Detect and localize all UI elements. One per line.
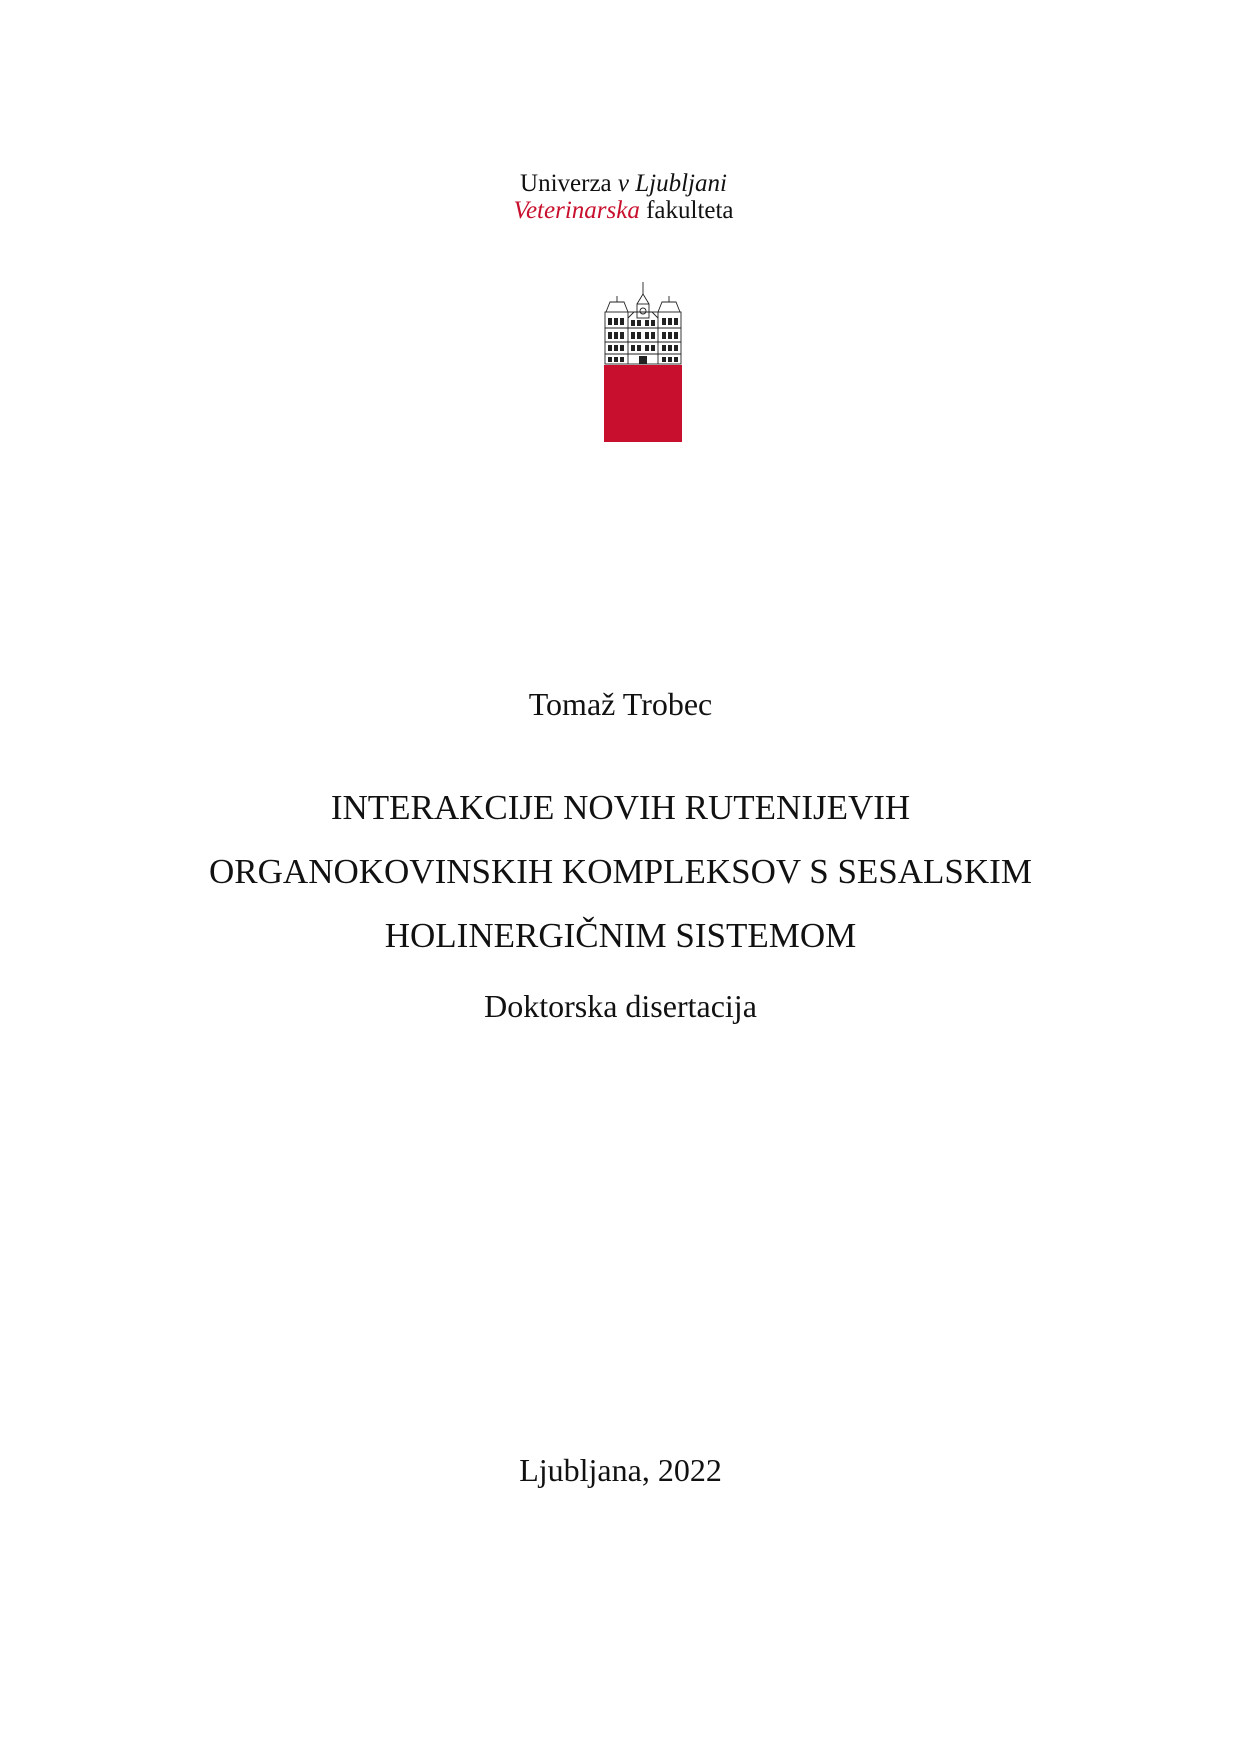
author-name: Tomaž Trobec [528,686,713,722]
faculty-building-logo [604,282,682,442]
faculty-word: Veterinarska [513,197,640,224]
university-header [0,170,1241,224]
title-line: HOLINERGIČNIM SISTEMOM [384,916,857,955]
title-line: INTERAKCIJE NOVIH RUTENIJEVIH [330,788,911,827]
title-line: ORGANOKOVINSKIH KOMPLEKSOV S SESALSKIM [209,852,1032,891]
document-type: Doktorska disertacija [484,988,757,1024]
logo-red-block [604,365,682,442]
building-emblem-icon [604,282,682,442]
place-and-year: Ljubljana, 2022 [519,1452,722,1488]
university-word: Univerza [520,170,612,197]
university-location: v Ljubljani [617,170,727,197]
dissertation-title [0,776,1241,968]
faculty-name-line [6,197,1241,224]
university-name-line [6,170,1241,197]
faculty-suffix: fakulteta [646,197,734,224]
